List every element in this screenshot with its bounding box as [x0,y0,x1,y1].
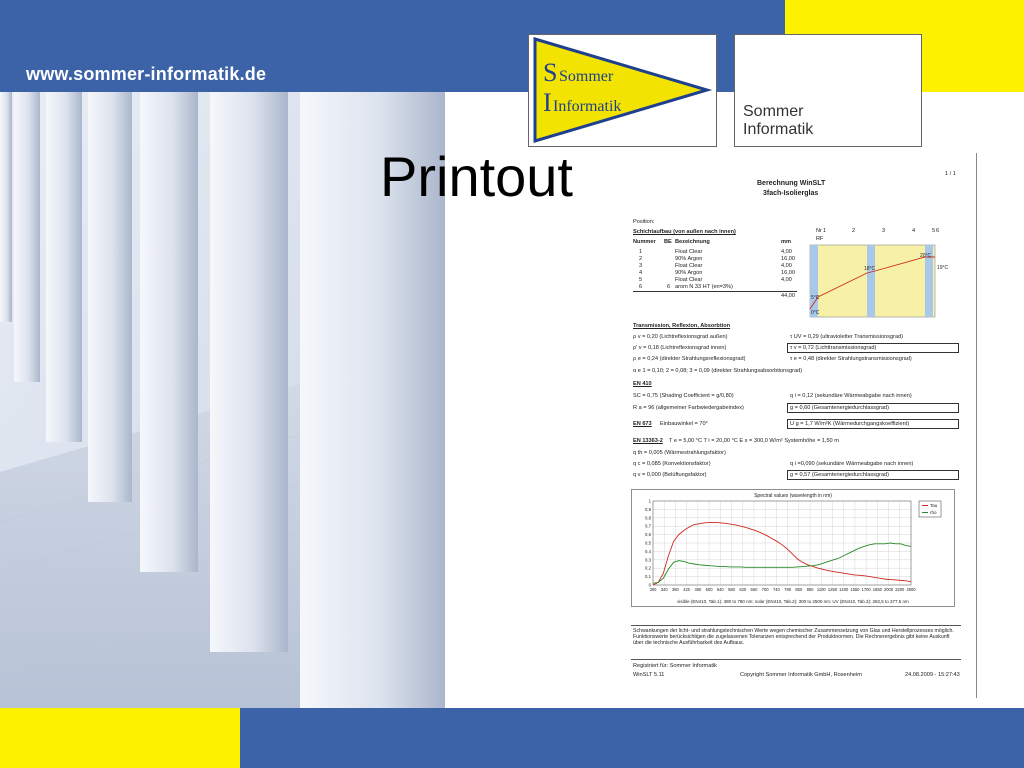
layer-cell-nr: 6 [639,284,643,290]
x-tick-label: 580 [728,587,735,592]
layer-cell-nr: 5 [639,277,643,283]
x-tick-label: 1100 [816,587,826,592]
x-tick-label: 700 [761,587,769,592]
trans-heading: Transmission, Reflexion, Absorbtion [633,323,731,329]
layer-cell-mm: 16,00 [781,256,795,262]
en13363-heading: EN 13363-2 [633,438,663,444]
layer-cell-name: 90% Argon [675,270,703,276]
x-tick-label: 420 [683,587,691,592]
temp-pane-nr: 4 [912,228,916,234]
x-tick-label: 540 [716,587,724,592]
layer-cell-nr: 4 [639,270,643,276]
x-tick-label: 340 [660,587,668,592]
x-tick-label: 780 [784,587,792,592]
footnote-rule [631,625,961,626]
en13363-right: g = 0,57 (Gesamtenergiedurchlassgrad) [790,472,890,478]
legend-label: rho [930,510,937,515]
trans-left: ρ e = 0,24 (direkter Strahlungsreflexionsgrad) [633,356,746,362]
footer-yellow-block [0,708,240,768]
y-tick-label: 1 [648,498,651,504]
print-date: 24.08.2009 - 15:27:43 [905,672,960,678]
layer-cell-name: Float Clear [675,263,703,269]
trans-right: τ UV = 0,29 (ultravioletter Transmissionsgrad) [790,334,904,340]
layer-total: 44,00 [781,293,795,299]
doc-subheading: 3fach-Isolierglas [763,190,819,197]
x-tick-label: 2500 [906,587,916,592]
en410-right: g = 0,60 (Gesamtenergiedurchlassgrad) [790,405,890,411]
trans-left: ρ v = 0,20 (Lichtreflexionsgrad außen) [633,334,728,340]
temp-pane-nr: 2 [852,228,856,234]
layer-cell-nr: 2 [639,256,643,262]
x-tick-label: 740 [772,587,780,592]
en410-right: q i = 0,12 (sekundäre Wärmeabgabe nach innen) [790,393,912,399]
x-tick-label: 950 [806,587,814,592]
x-tick-label: 2000 [884,587,894,592]
layer-col-be: BE [664,239,672,245]
x-tick-label: 660 [750,587,758,592]
logo-letter-s: S [543,58,558,87]
temp-nr-label: Nr [816,228,822,234]
layer-col-nr: Nummer [633,239,656,245]
x-tick-label: 2200 [895,587,905,592]
layer-cell-nr: 1 [639,249,643,255]
temp-pane-nr: 1 [823,228,827,234]
logo2-line2: Informatik [743,121,814,138]
en13363-left: q v = 0,000 (Belüftungsfaktor) [633,472,707,478]
glass-pane [867,245,875,317]
chart-xlabel: visible (EN410, Tab.1): 380 to 780 nm; solar (EN410, Tab.2): 300 to 2500 nm; UV (EN410, Tab.3): 282,5 to 377,5 nm [677,599,909,604]
logo-line1: Sommer [559,68,614,85]
x-tick-label: 850 [795,587,803,592]
footnote: Schwankungen der licht- und strahlungstechnischen Werte wegen chemischer Zusammensetzung von Glas und Herstellprozesses möglich. Funktionswerte berücksichtigen die zugelassenen Toleranzen entsprechend der Produktnormen. Die Rechnerergebnis gibt keine Auskunft über die technische Ausführbarkeit des Aufbaus. [633,628,954,646]
position-label: Position: [633,219,655,225]
temp-label: 20°C [920,253,932,259]
layer-cell-mm: 4,00 [781,249,792,255]
sommer-informatik-pennant-logo [528,34,717,147]
legend-label: Tau [930,503,938,508]
x-tick-label: 1400 [839,587,849,592]
layer-cell-name: arom N 33 HT (en=3%) [675,284,733,290]
temp-label: 19°C [937,265,949,271]
y-tick-label: 0,3 [645,557,651,563]
slide-title: Printout [380,145,573,208]
y-tick-label: 0,1 [645,574,651,580]
y-tick-label: 0,5 [645,540,651,546]
layer-cell-be: 6 [667,284,671,290]
layer-cell-mm: 4,00 [781,263,792,269]
glass-pane [810,245,818,317]
en13363-left: q th = 0,005 (Wärmestrahlungsfaktor) [633,450,726,456]
temp-rf-label: RF [816,236,824,242]
temp-label: 0°C [811,310,820,316]
temp-pane-nr: 3 [882,228,886,234]
en410-left: SC = 0,75 (Shading Coefficient = g/0,80) [633,393,734,399]
trans-left: ρ' v = 0,18 (Lichtreflexionsgrad innen) [633,345,727,351]
x-tick-label: 1700 [861,587,871,592]
copyright: Copyright Sommer Informatik GmbH, Rosenheim [740,672,862,678]
y-tick-label: 0,7 [645,523,651,529]
layer-col-name: Bezeichnung [675,239,710,245]
x-tick-label: 1850 [872,587,882,592]
layer-cell-name: Float Clear [675,249,703,255]
y-tick-label: 0,9 [645,506,651,512]
x-tick-label: 300 [649,587,657,592]
layer-cell-mm: 4,00 [781,277,792,283]
sommer-informatik-text-logo [734,34,922,147]
x-tick-label: 500 [705,587,713,592]
y-tick-label: 0,8 [645,515,651,521]
temp-label: 18°C [864,266,876,272]
x-tick-label: 620 [739,587,747,592]
layer-heading: Schichtaufbau (von außen nach innen) [633,229,736,235]
doc-heading: Berechnung WinSLT [757,180,826,187]
en673-right: U g = 1,7 W/m²K (Wärmedurchgangskoeffizient) [790,421,910,427]
columns-photo [0,92,445,708]
registered: Registriert für: Sommer Informatik [633,663,717,669]
y-tick-label: 0,4 [645,548,651,554]
layer-col-mm: mm [781,239,791,245]
page-number: 1 / 1 [945,171,956,177]
spectral-values-chart [631,489,955,607]
layer-cell-name: Float Clear [675,277,703,283]
temperature-profile-diagram [807,243,947,321]
logo-line2: Informatik [553,98,622,115]
y-tick-label: 0 [648,582,651,588]
logo2-line1: Sommer [743,103,804,120]
en673-heading: EN 673 [633,421,652,427]
x-tick-label: 380 [672,587,679,592]
en13363-left: q c = 0,085 (Konvektionsfaktor) [633,461,711,467]
layer-cell-nr: 3 [639,263,643,269]
trans-right: τ e = 0,48 (direkter Strahlungstransmissionsgrad) [790,356,912,362]
version: WinSLT 5.11 [633,672,665,678]
layer-cell-name: 90% Argon [675,256,703,262]
alpha-row: α e 1 = 0,10; 2 = 0,08; 3 = 0,09 (direkter Strahlungsabsorbtionsgrad) [633,368,803,374]
en13363-right: q i =0,090 (sekundäre Wärmeabgabe nach innen) [790,461,914,467]
x-tick-label: 460 [694,587,702,592]
printout-document [627,153,977,698]
en410-left: R a = 96 (allgemeiner Farbwiedergabeindex) [633,405,744,411]
logo-letter-i: I [543,88,552,117]
y-tick-label: 0,2 [645,565,651,571]
en13363-params: T e = 5,00 °C T i = 20,00 °C E s = 300,0 W/m² Systemhöhe = 1,50 m [669,438,839,444]
en410-heading: EN 410 [633,381,652,387]
footer-rule [631,659,961,660]
temp-label: 5°C [811,295,820,301]
layer-total-rule [633,291,797,292]
temp-pane-nr: 6 [936,228,940,234]
en673-text: Einbauwinkel = 70° [660,421,708,427]
temp-pane-numbers [815,228,941,235]
x-tick-label: 1550 [850,587,860,592]
y-tick-label: 0,6 [645,532,651,538]
trans-right: τ v = 0,72 (Lichttransmissionsgrad) [790,345,877,351]
layer-cell-mm: 16,00 [781,270,795,276]
temp-pane-nr: 5 [932,228,936,234]
x-tick-label: 1250 [827,587,838,592]
website-url[interactable]: www.sommer-informatik.de [26,64,267,84]
chart-title: Spectral values (wavelength in nm) [754,493,832,499]
